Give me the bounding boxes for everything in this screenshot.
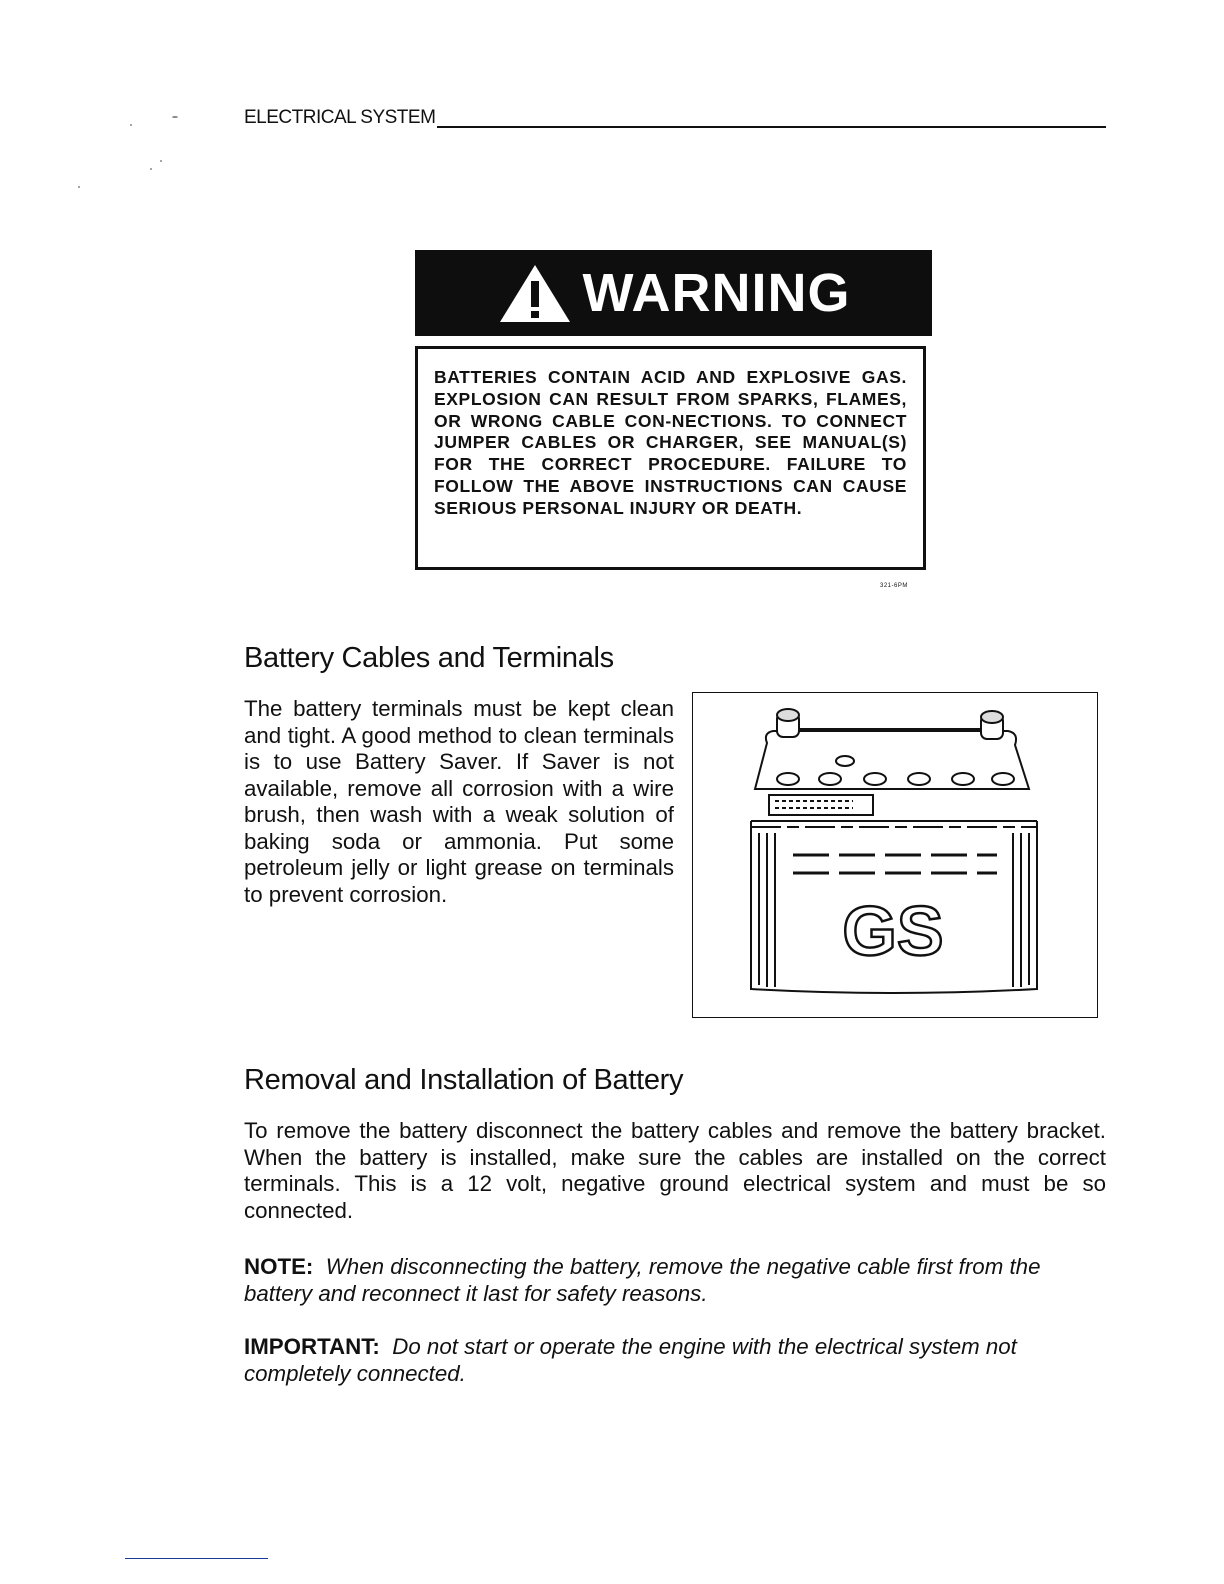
page-header (244, 104, 1106, 128)
warning-banner (415, 250, 932, 336)
warning-code: 321-6PM (880, 583, 908, 589)
scan-speck (150, 168, 152, 170)
section-body-cables: The battery terminals must be kept clean and tight. A good method to clean terminals is to use Battery Saver. If Saver is not available, remove all corrosion with a wire brush, then wash with a weak solution of baking soda or ammonia. Put some petroleum jelly or light grease on terminals to prevent corrosion. (244, 696, 674, 907)
section-title: ELECTRICAL SYSTEM (244, 107, 436, 128)
note-label: NOTE: (244, 1254, 314, 1279)
scan-speck (172, 116, 178, 118)
header-rule (437, 126, 1106, 128)
warning-title: WARNING (582, 263, 851, 323)
warning-body: BATTERIES CONTAIN ACID AND EXPLOSIVE GAS. EXPLOSION CAN RESULT FROM SPARKS, FLAMES, OR WRONG CABLE CON-NECTIONS. TO CONNECT JUMPER CABLES OR CHARGER, SEE MANUAL(S) FOR THE CORRECT PROCEDURE. FAILURE TO FOLLOW THE ABOVE INSTRUCTIONS CAN CAUSE SERIOUS PERSONAL INJURY OR DEATH. (434, 367, 907, 518)
section-heading-cables: Battery Cables and Terminals (244, 642, 614, 674)
section-body-removal: To remove the battery disconnect the battery cables and remove the battery bracket. When the battery is installed, make sure the cables are installed on the correct terminals. This is a 12 volt, negative ground electrical system and must be so connected. (244, 1118, 1106, 1223)
scan-speck (160, 160, 162, 162)
important-text: Do not start or operate the engine with the electrical system not completely connected. (244, 1334, 1017, 1386)
note-paragraph (244, 1254, 1106, 1307)
important-label: IMPORTANT: (244, 1334, 380, 1359)
important-paragraph (244, 1334, 1106, 1387)
scan-speck (130, 124, 132, 126)
battery-brand-logo: GS (842, 892, 944, 970)
battery-figure (692, 692, 1098, 1018)
warning-box (415, 346, 926, 570)
section-heading-removal: Removal and Installation of Battery (244, 1064, 684, 1096)
battery-illustration (693, 693, 1096, 1016)
note-text: When disconnecting the battery, remove the negative cable first from the battery and reconnect it last for safety reasons. (244, 1254, 1041, 1306)
footer-rule (125, 1558, 268, 1559)
warning-triangle-icon (497, 261, 573, 325)
scan-speck (78, 186, 80, 188)
